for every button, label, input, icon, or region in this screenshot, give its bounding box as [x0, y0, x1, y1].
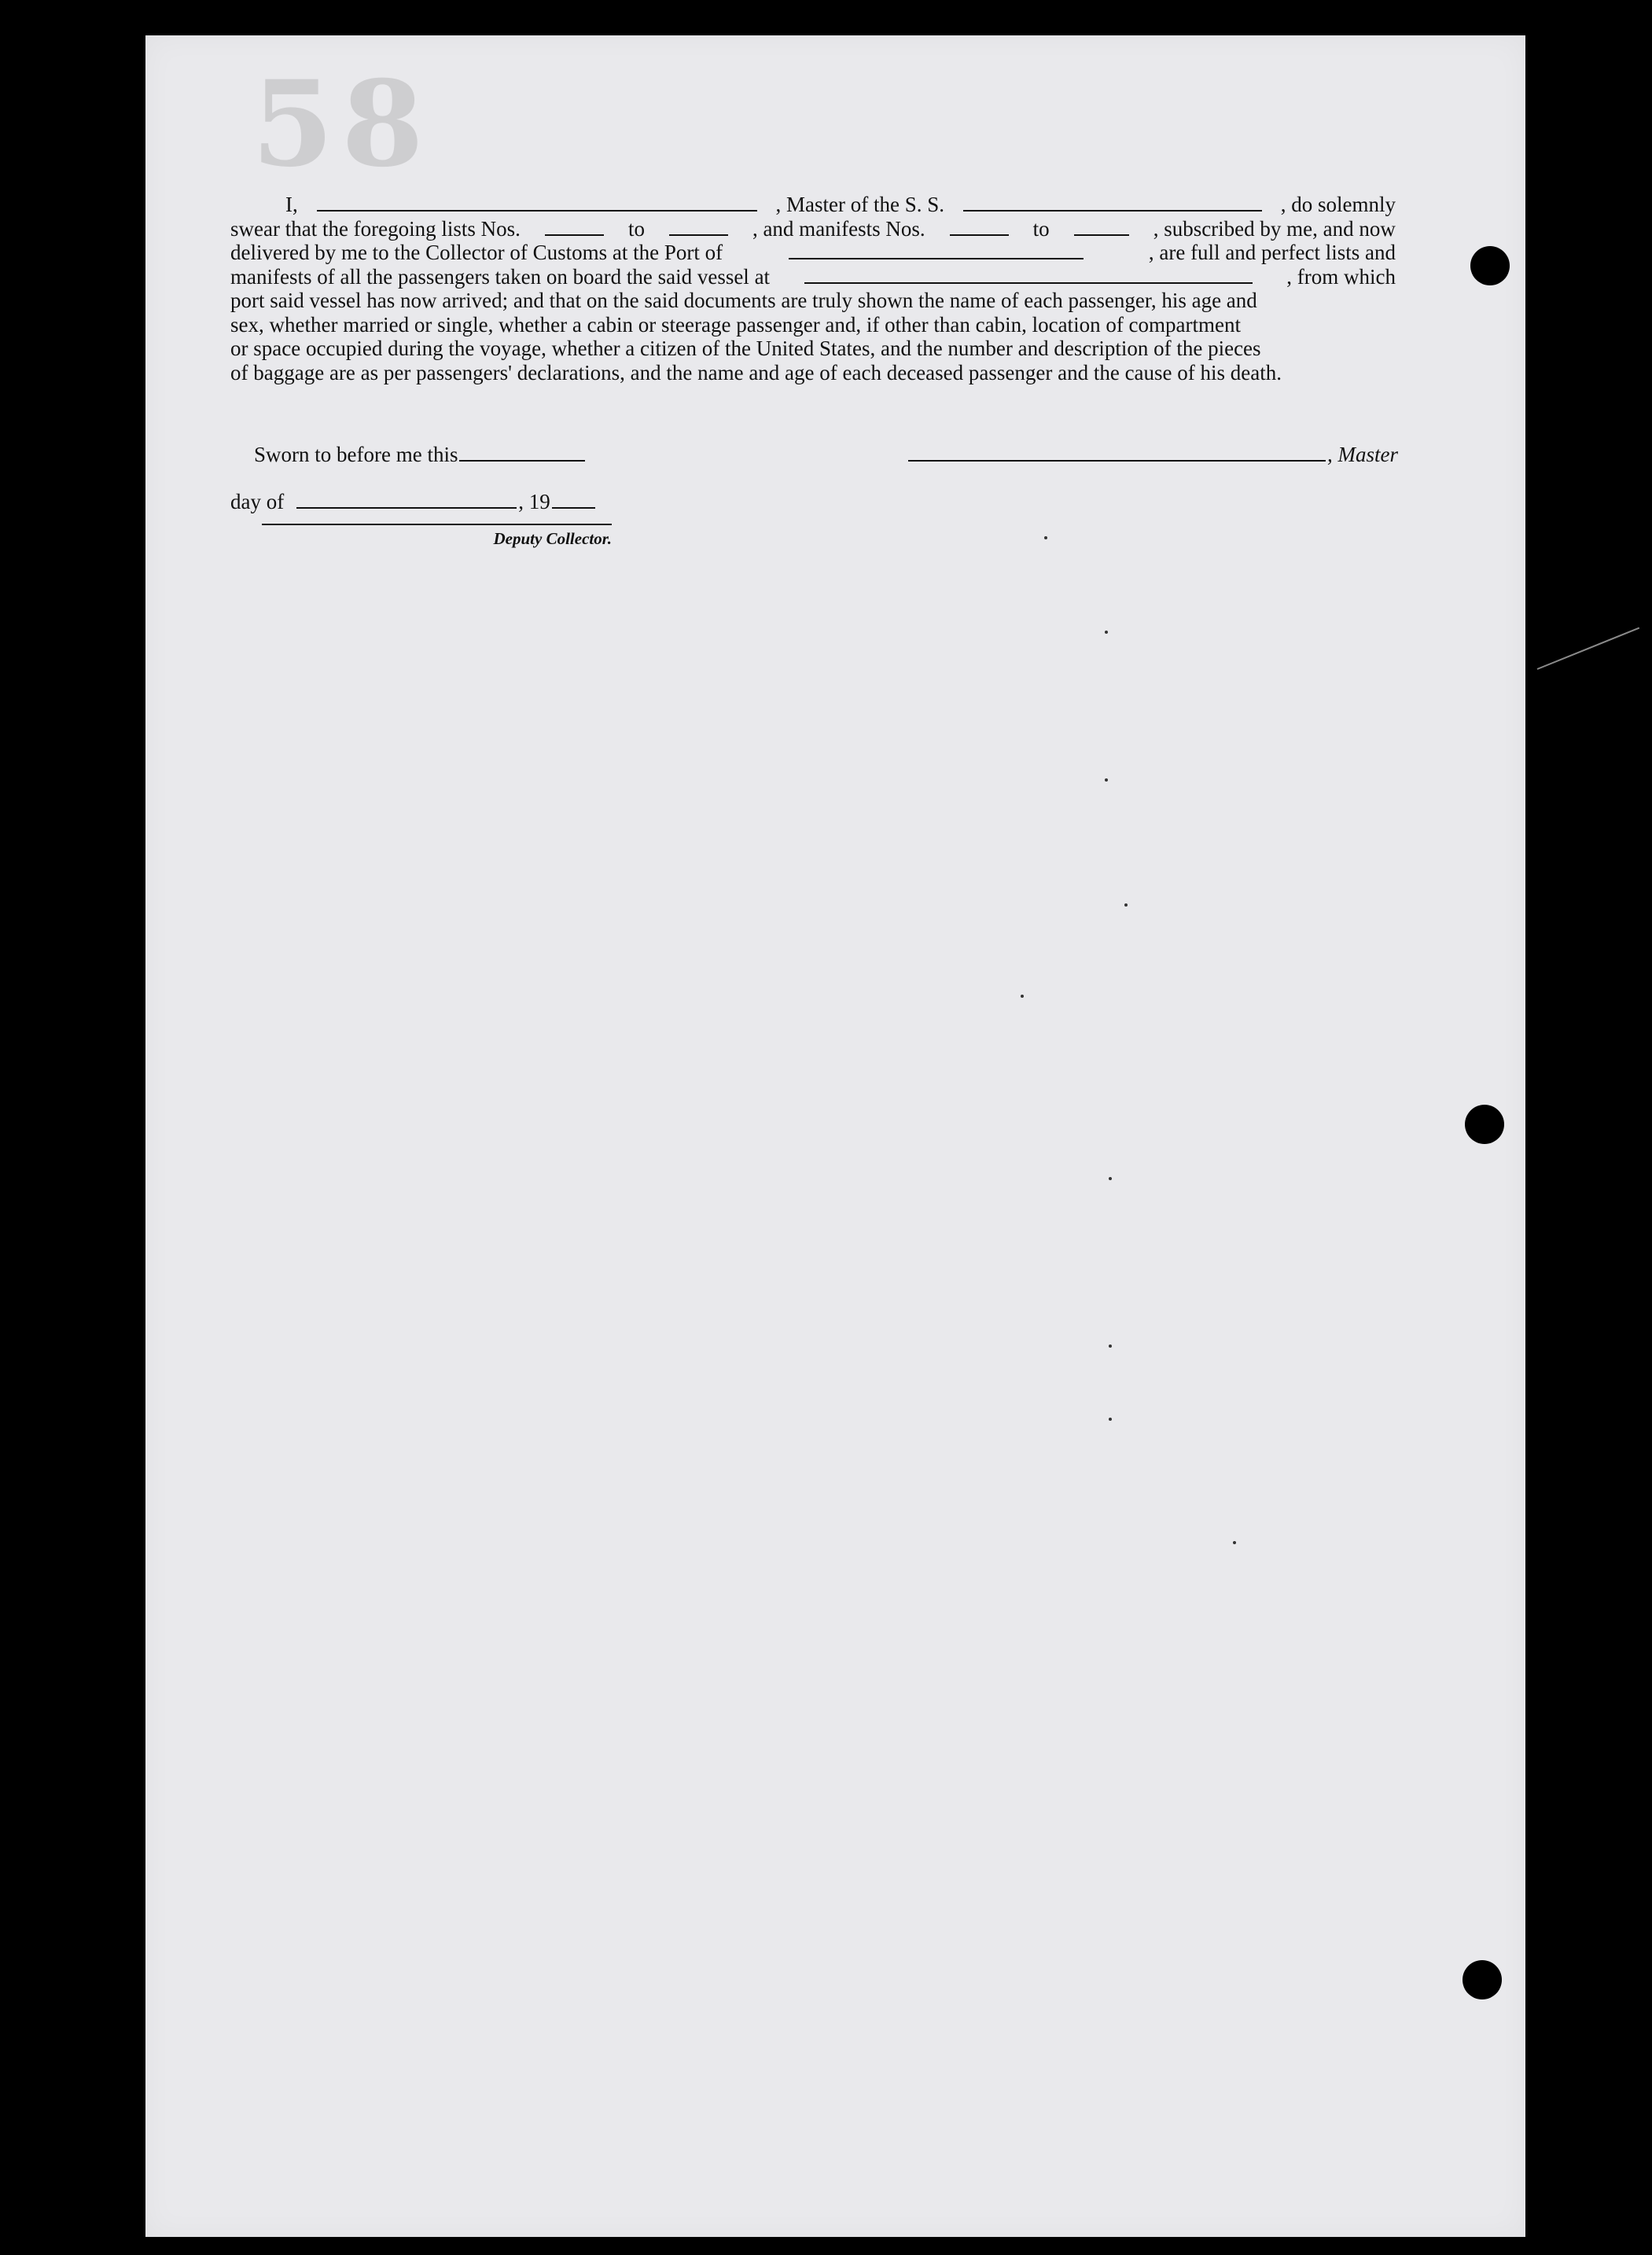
oath-line-1	[230, 193, 1396, 217]
oath-text: , are full and perfect lists and	[1148, 241, 1396, 264]
oath-line-3	[230, 241, 1396, 265]
page-number-stamp: 58	[252, 55, 432, 193]
oath-text: swear that the foregoing lists Nos.	[230, 216, 521, 241]
master-signature-blank[interactable]	[908, 444, 1326, 462]
punch-hole	[1463, 1960, 1502, 1999]
speck	[1109, 1418, 1112, 1421]
port-blank[interactable]	[789, 242, 1084, 259]
oath-text: , subscribed by me, and now	[1153, 216, 1396, 241]
document-page	[145, 35, 1525, 2237]
speck	[1105, 631, 1108, 634]
manifests-to-blank[interactable]	[1074, 219, 1129, 236]
speck	[1105, 778, 1108, 782]
departure-port-blank[interactable]	[804, 267, 1253, 284]
oath-line-8	[230, 361, 1396, 385]
lists-to-blank[interactable]	[669, 219, 728, 236]
oath-text: manifests of all the passengers taken on board the said vessel at	[230, 264, 771, 289]
scratch-mark	[1537, 627, 1640, 670]
year-prefix: , 19	[518, 490, 550, 513]
oath-text: , Master of the S. S.	[775, 193, 944, 216]
oath-text: of baggage are as per passengers' declarations, and the name and age of each deceased passenger and the cause of his death.	[230, 360, 1282, 384]
oath-line-7	[230, 337, 1396, 361]
oath-text: , and manifests Nos.	[752, 216, 925, 241]
master-signature-row	[907, 443, 1398, 467]
sworn-row	[254, 443, 587, 467]
speck	[1044, 536, 1047, 539]
sworn-day-blank[interactable]	[459, 444, 585, 462]
manifests-from-blank[interactable]	[950, 219, 1009, 236]
oath-text: sex, whether married or single, whether a cabin or steerage passenger and, if other than cabin, location of compartment	[230, 312, 1242, 337]
punch-hole	[1470, 246, 1510, 285]
deputy-signature-line[interactable]	[262, 524, 612, 525]
oath-text: port said vessel has now arrived; and that on the said documents are truly shown the name of each passenger, his age and	[230, 289, 1257, 312]
month-blank[interactable]	[296, 491, 517, 509]
master-label: , Master	[1327, 443, 1398, 466]
speck	[1124, 903, 1128, 907]
oath-line-2	[230, 217, 1396, 241]
master-name-blank[interactable]	[317, 194, 757, 212]
oath-text: or space occupied during the voyage, whether a citizen of the United States, and the number and description of the pieces	[230, 337, 1261, 360]
oath-line-5	[230, 289, 1396, 313]
speck	[1109, 1177, 1112, 1180]
ship-name-blank[interactable]	[963, 194, 1262, 212]
day-label: day of	[230, 490, 285, 513]
lists-from-blank[interactable]	[545, 219, 604, 236]
oath-text: , from which	[1286, 264, 1396, 289]
oath-paragraph	[230, 193, 1396, 384]
punch-hole	[1465, 1105, 1504, 1144]
oath-line-4	[230, 265, 1396, 289]
day-row	[230, 490, 597, 514]
oath-text: I,	[285, 193, 298, 216]
sworn-label: Sworn to before me this	[254, 443, 458, 466]
speck	[1233, 1541, 1236, 1544]
oath-text: delivered by me to the Collector of Customs at the Port of	[230, 241, 723, 264]
speck	[1109, 1345, 1112, 1348]
deputy-collector-label: Deputy Collector.	[493, 529, 612, 548]
oath-text: to	[627, 216, 645, 241]
oath-line-6	[230, 313, 1396, 337]
oath-text: , do solemnly	[1280, 193, 1396, 216]
year-blank[interactable]	[552, 491, 595, 509]
oath-text: to	[1032, 216, 1050, 241]
speck	[1021, 995, 1024, 998]
